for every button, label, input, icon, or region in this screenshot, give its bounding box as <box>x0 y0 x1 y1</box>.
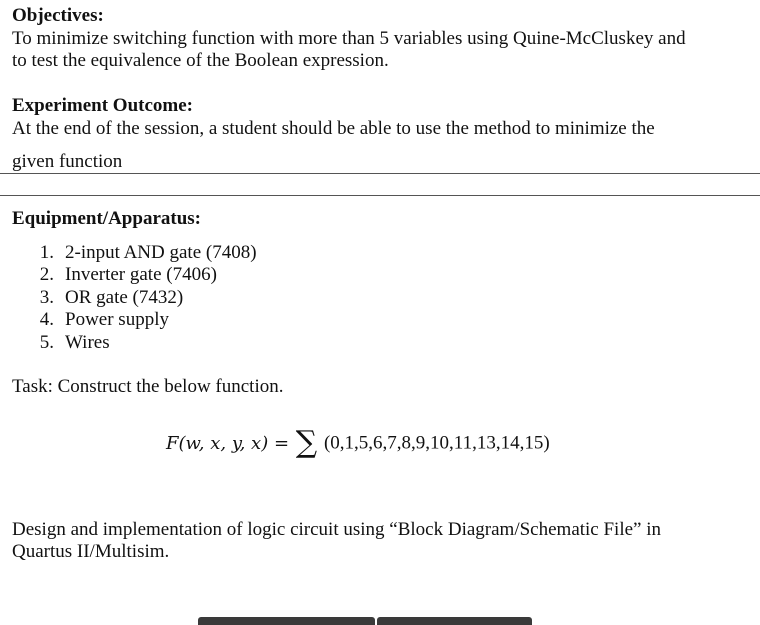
boolean-function-formula <box>166 426 550 460</box>
section-divider-top <box>0 173 760 174</box>
equipment-heading: Equipment/Apparatus: <box>12 208 201 229</box>
formula-minterms: (0,1,5,6,7,8,9,10,11,13,14,15) <box>323 432 550 454</box>
equipment-item-5 <box>24 332 110 354</box>
equipment-item-2 <box>24 264 217 286</box>
objectives-line-2: to test the equivalence of the Boolean expression. <box>12 50 389 71</box>
list-label: Wires <box>65 332 110 353</box>
list-number: 4. <box>39 309 54 330</box>
outcome-heading: Experiment Outcome: <box>12 95 193 116</box>
objectives-heading: Objectives: <box>12 5 104 26</box>
list-number: 2. <box>39 264 54 285</box>
list-number: 3. <box>39 287 54 308</box>
list-label: Power supply <box>65 309 169 330</box>
formula-lhs: F(w, x, y, x) = <box>166 433 290 454</box>
equipment-item-4 <box>24 309 169 331</box>
equipment-item-1 <box>24 242 257 264</box>
list-number: 5. <box>39 332 54 353</box>
design-line-2: Quartus II/Multisim. <box>12 541 170 562</box>
bottom-toolbar-segment-left[interactable] <box>198 617 375 625</box>
objectives-line-1: To minimize switching function with more than 5 variables using Quine-McCluskey and <box>12 28 686 49</box>
list-label: 2-input AND gate (7408) <box>65 242 257 263</box>
section-divider-bottom <box>0 195 760 196</box>
bottom-toolbar-segment-right[interactable] <box>377 617 532 625</box>
design-line-1: Design and implementation of logic circuit using “Block Diagram/Schematic File” in <box>12 519 662 540</box>
sigma-symbol: ∑ <box>295 425 318 460</box>
equipment-item-3 <box>24 287 184 309</box>
list-label: Inverter gate (7406) <box>65 264 217 285</box>
list-number: 1. <box>39 242 54 263</box>
outcome-line-1: At the end of the session, a student should be able to use the method to minimize the <box>12 118 655 139</box>
list-label: OR gate (7432) <box>65 287 184 308</box>
task-text: Task: Construct the below function. <box>12 376 284 397</box>
outcome-line-2: given function <box>12 151 123 172</box>
